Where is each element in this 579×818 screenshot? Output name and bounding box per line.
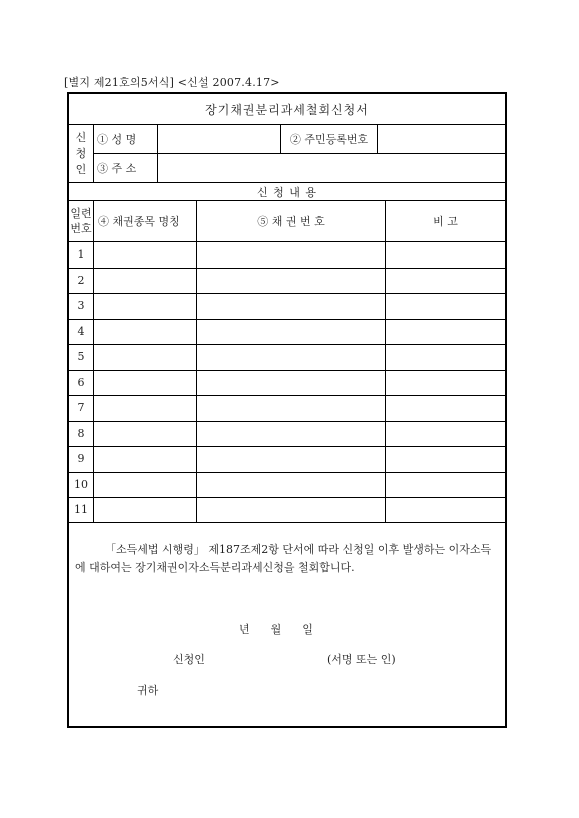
row-serial-number: 7 bbox=[77, 401, 85, 415]
applicant-label: 신 청 인 bbox=[75, 130, 87, 176]
bond-name-cell[interactable] bbox=[94, 293, 196, 319]
address-label: ③ 주 소 bbox=[97, 162, 137, 175]
bond-number-cell[interactable] bbox=[197, 242, 385, 268]
address-field[interactable] bbox=[158, 154, 505, 182]
name-field[interactable] bbox=[158, 125, 280, 153]
bond-number-cell[interactable] bbox=[197, 293, 385, 319]
bond-number-cell[interactable] bbox=[197, 319, 385, 345]
bond-number-cell[interactable] bbox=[197, 497, 385, 523]
row-serial-number: 1 bbox=[77, 248, 85, 262]
bond-number-cell[interactable] bbox=[197, 421, 385, 447]
remarks-cell[interactable] bbox=[386, 319, 505, 345]
bond-number-column-header: ⑤ 채 권 번 호 bbox=[257, 215, 325, 228]
remarks-cell[interactable] bbox=[386, 370, 505, 396]
id-number-label: ② 주민등록번호 bbox=[289, 133, 369, 146]
name-label: ① 성 명 bbox=[97, 133, 137, 146]
remarks-cell[interactable] bbox=[386, 344, 505, 370]
applicant-signature-label: 신청인 bbox=[173, 653, 205, 666]
form-title: 장기채권분리과세철회신청서 bbox=[205, 102, 369, 117]
row-serial-number: 2 bbox=[77, 273, 85, 287]
signature-note: (서명 또는 인) bbox=[327, 653, 396, 666]
bond-number-cell[interactable] bbox=[197, 370, 385, 396]
serial-column-header: 일련 번호 bbox=[70, 207, 92, 235]
bond-number-cell[interactable] bbox=[197, 268, 385, 294]
row-serial-number: 4 bbox=[77, 324, 85, 338]
bond-number-cell[interactable] bbox=[197, 472, 385, 498]
declaration-text: 「소득세법 시행령」 제187조제2항 단서에 따라 신청일 이후 발생하는 이자소득에 대하여는 장기채권이자소득분리과세신청을 철회합니다. bbox=[75, 543, 492, 574]
remarks-cell[interactable] bbox=[386, 395, 505, 421]
remarks-cell[interactable] bbox=[386, 268, 505, 294]
bond-name-cell[interactable] bbox=[94, 344, 196, 370]
remarks-cell[interactable] bbox=[386, 446, 505, 472]
remarks-cell[interactable] bbox=[386, 293, 505, 319]
content-title: 신 청 내 용 bbox=[257, 185, 317, 199]
row-serial-number: 5 bbox=[77, 350, 85, 364]
remarks-cell[interactable] bbox=[386, 497, 505, 523]
bond-name-cell[interactable] bbox=[94, 395, 196, 421]
row-serial-number: 3 bbox=[77, 299, 85, 313]
bond-name-cell[interactable] bbox=[94, 421, 196, 447]
row-serial-number: 9 bbox=[77, 452, 85, 466]
row-serial-number: 6 bbox=[77, 375, 85, 389]
remarks-cell[interactable] bbox=[386, 242, 505, 268]
bond-name-cell[interactable] bbox=[94, 268, 196, 294]
row-serial-number: 10 bbox=[74, 477, 88, 491]
row-serial-number: 8 bbox=[77, 426, 85, 440]
bond-name-cell[interactable] bbox=[94, 497, 196, 523]
addressee-label: 귀하 bbox=[137, 684, 159, 697]
bond-number-cell[interactable] bbox=[197, 344, 385, 370]
bond-name-column-header: ④ 채권종목 명칭 bbox=[98, 215, 180, 228]
remarks-cell[interactable] bbox=[386, 472, 505, 498]
id-number-field[interactable] bbox=[378, 125, 505, 153]
bond-name-cell[interactable] bbox=[94, 472, 196, 498]
bond-number-cell[interactable] bbox=[197, 446, 385, 472]
remarks-column-header: 비 고 bbox=[433, 215, 458, 228]
row-serial-number: 11 bbox=[74, 503, 88, 517]
remarks-cell[interactable] bbox=[386, 421, 505, 447]
application-form bbox=[67, 92, 507, 728]
bond-name-cell[interactable] bbox=[94, 319, 196, 345]
bond-name-cell[interactable] bbox=[94, 446, 196, 472]
bond-name-cell[interactable] bbox=[94, 242, 196, 268]
bond-number-cell[interactable] bbox=[197, 395, 385, 421]
bond-name-cell[interactable] bbox=[94, 370, 196, 396]
date-line: 년 월 일 bbox=[239, 623, 313, 636]
form-header: [별지 제21호의5서식] <신설 2007.4.17> bbox=[64, 76, 280, 89]
